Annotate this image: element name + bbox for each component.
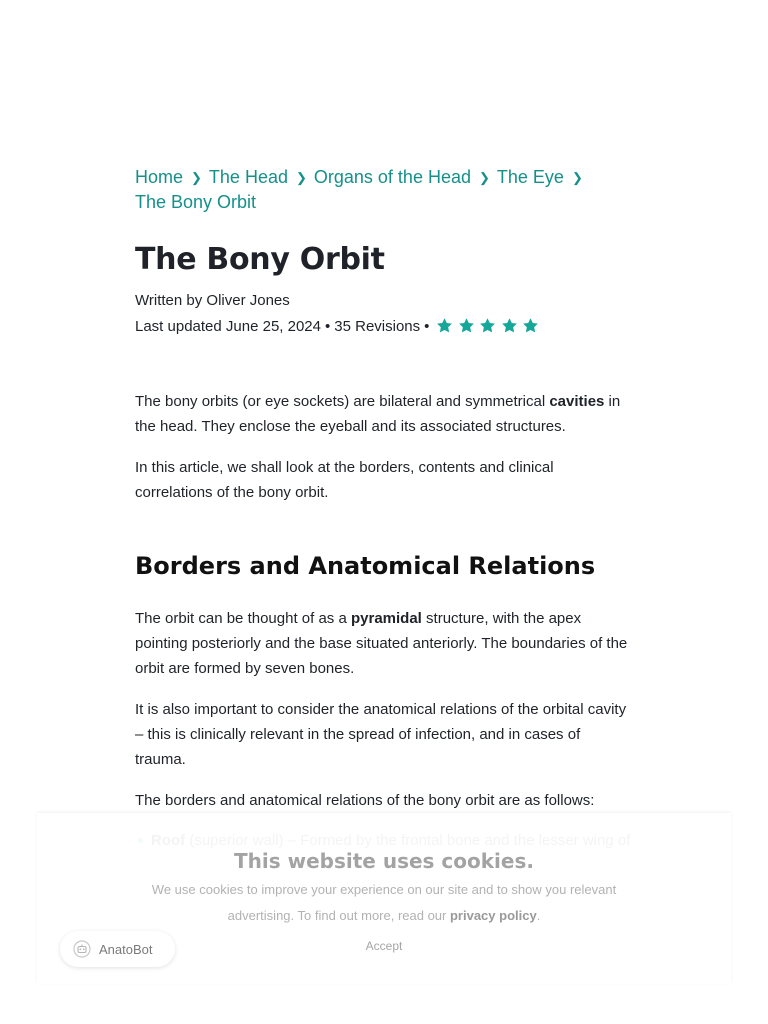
article-container [135, 165, 635, 853]
section-paragraph-1 [135, 606, 635, 681]
chevron-right-icon: ❯ [571, 170, 583, 185]
star-icon [436, 317, 453, 334]
robot-icon [73, 940, 91, 958]
separator-dot: • [325, 318, 331, 335]
separator-dot: • [424, 318, 430, 335]
update-line [135, 314, 635, 343]
chatbot-label: AnatoBot [99, 941, 153, 957]
chevron-right-icon: ❯ [295, 170, 307, 185]
article-meta [135, 288, 635, 343]
bold-term-link[interactable]: cavities [549, 393, 605, 410]
star-rating[interactable] [436, 317, 544, 343]
star-icon [458, 317, 475, 334]
breadcrumb [135, 165, 635, 215]
text-span: The bony orbits (or eye sockets) are bilateral and symmetrical [135, 393, 550, 410]
intro-paragraph-1 [135, 389, 635, 439]
chatbot-button[interactable] [60, 931, 175, 967]
section-heading: Borders and Anatomical Relations [135, 552, 596, 580]
intro-paragraph-2: In this article, we shall look at the borders, contents and clinical correlations of the bony orbit. [135, 459, 554, 501]
breadcrumb-the-eye[interactable]: The Eye [496, 167, 564, 187]
chevron-right-icon: ❯ [479, 170, 490, 185]
text-span: in the head. They enclose the eyeball and its associated structures. [135, 393, 621, 435]
cookie-text [124, 877, 644, 929]
text-span: structure, with the apex pointing posteriorly and the base situated anteriorly. The boundaries of the orbit are formed by seven bones. [135, 610, 628, 677]
accept-button[interactable]: Accept [365, 939, 403, 953]
cookie-title: This website uses cookies. [234, 849, 534, 873]
page-title: The Bony Orbit [135, 242, 385, 277]
breadcrumb-home[interactable]: Home [135, 167, 184, 187]
text-span: We use cookies to improve your experience on our site and to show you relevant advertising. To find out more, read our [151, 882, 617, 923]
star-icon [522, 317, 539, 334]
star-icon [501, 317, 518, 334]
section-paragraph-2: It is also important to consider the anatomical relations of the orbital cavity – this is clinically relevant in the spread of infection, and in cases of trauma. [135, 701, 627, 768]
author-line: Written by Oliver Jones [135, 292, 290, 309]
text-span: . [536, 908, 541, 923]
breadcrumb-organs-of-the-head[interactable]: Organs of the Head [313, 167, 471, 187]
privacy-policy-link[interactable]: privacy policy [449, 908, 537, 923]
breadcrumb-the-bony-orbit[interactable]: The Bony Orbit [135, 192, 257, 212]
section-paragraph-3: The borders and anatomical relations of the bony orbit are as follows: [135, 792, 595, 809]
revisions-link[interactable]: 35 Revisions [334, 318, 421, 335]
star-icon [479, 317, 496, 334]
bold-term-link[interactable]: pyramidal [350, 610, 422, 627]
breadcrumb-the-head[interactable]: The Head [208, 167, 288, 187]
last-updated: Last updated June 25, 2024 [135, 318, 321, 335]
text-span: The orbit can be thought of as a [135, 610, 351, 627]
chevron-right-icon: ❯ [191, 170, 202, 185]
